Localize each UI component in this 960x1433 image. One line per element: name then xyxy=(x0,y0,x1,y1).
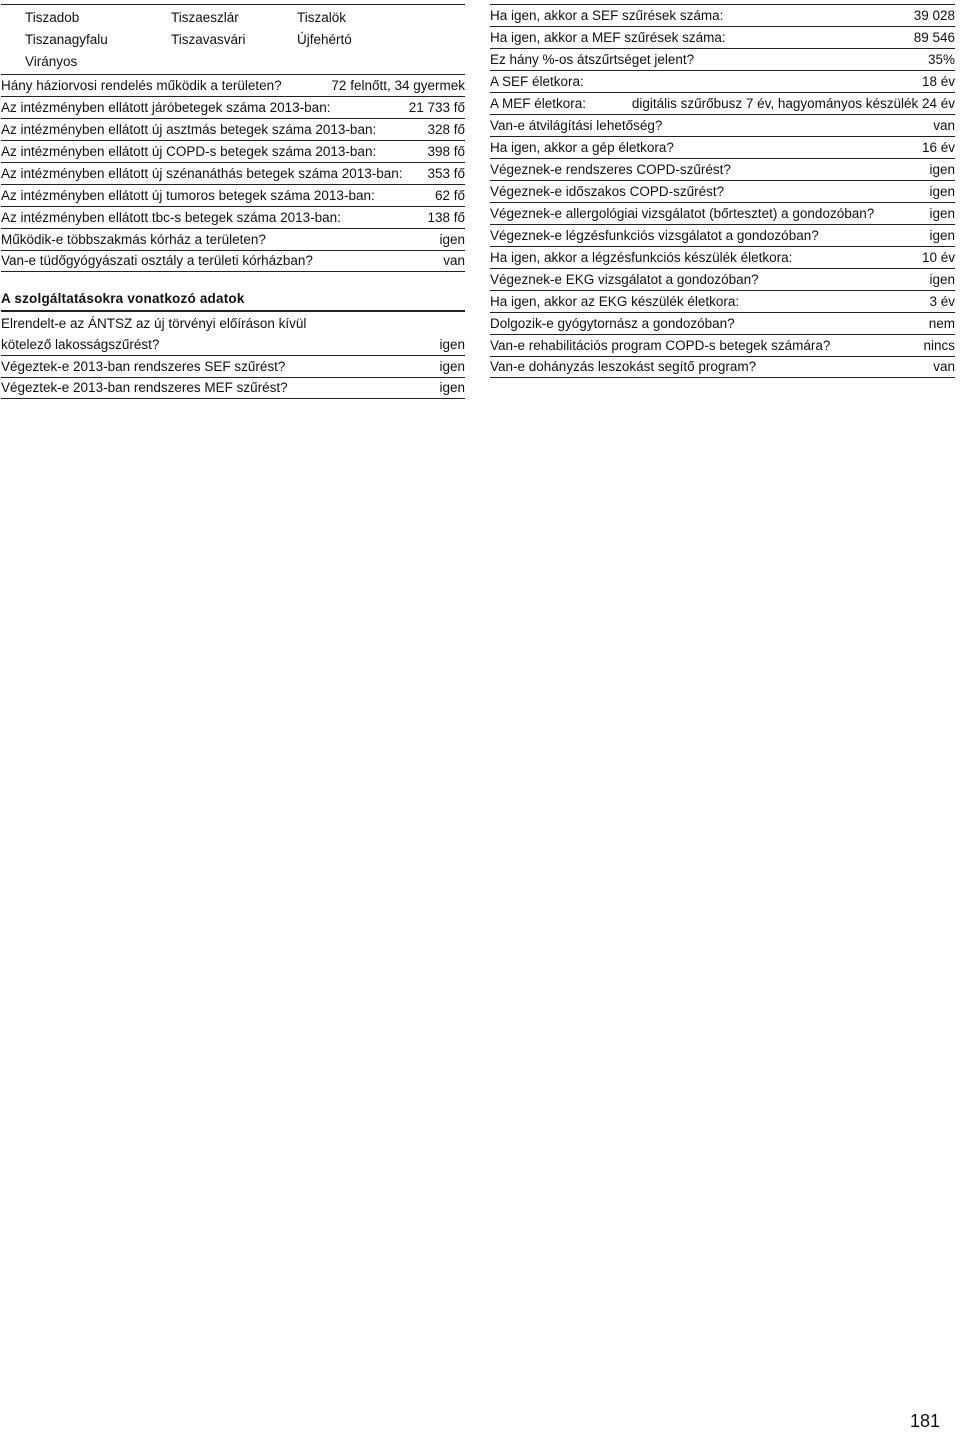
table-row xyxy=(1,355,465,377)
table-row xyxy=(1,162,465,184)
table-row xyxy=(490,136,955,158)
row-label: Végeznek-e légzésfunkciós vizsgálatot a gondozóban? xyxy=(490,228,819,243)
row-label: Ha igen, akkor a gép életkora? xyxy=(490,140,674,155)
town-name: Tiszavasvári xyxy=(171,32,246,47)
table-row xyxy=(490,312,955,334)
row-value: igen xyxy=(929,184,955,199)
row-value: nem xyxy=(928,316,955,331)
left-data-table xyxy=(1,74,465,272)
row-value: van xyxy=(443,253,465,268)
row-label: Az intézményben ellátott új tumoros betegek száma 2013-ban: xyxy=(1,188,375,203)
row-label: Az intézményben ellátott járóbetegek száma 2013-ban: xyxy=(1,100,331,115)
row-value: 62 fő xyxy=(434,188,465,203)
town-name: Virányos xyxy=(25,54,78,69)
table-row xyxy=(490,4,955,26)
town-list xyxy=(1,4,465,74)
table-row xyxy=(490,70,955,92)
table-row xyxy=(490,92,955,114)
row-label: A SEF életkora: xyxy=(490,74,584,89)
town-name: Tiszaeszlár xyxy=(171,10,239,25)
row-label: Az intézményben ellátott új asztmás betegek száma 2013-ban: xyxy=(1,122,377,137)
table-row xyxy=(490,202,955,224)
section-title: A szolgáltatásokra vonatkozó adatok xyxy=(1,288,465,311)
row-label: Dolgozik-e gyógytornász a gondozóban? xyxy=(490,316,735,331)
table-row xyxy=(490,224,955,246)
row-value: 72 felnőtt, 34 gyermek xyxy=(331,78,465,93)
table-row xyxy=(490,48,955,70)
row-value: 18 év xyxy=(921,74,955,89)
town-name: Tiszalök xyxy=(297,10,347,25)
row-value: igen xyxy=(439,232,465,247)
town-row xyxy=(1,30,465,52)
table-row xyxy=(1,96,465,118)
table-row xyxy=(490,26,955,48)
row-value: igen xyxy=(439,359,465,374)
table-row xyxy=(490,334,955,356)
row-label: Végeznek-e rendszeres COPD-szűrést? xyxy=(490,162,731,177)
row-value: 3 év xyxy=(929,294,955,309)
row-value: igen xyxy=(929,206,955,221)
right-column xyxy=(490,4,955,378)
row-label: Végeznek-e EKG vizsgálatot a gondozóban? xyxy=(490,272,759,287)
table-row xyxy=(490,246,955,268)
row-value: 89 546 xyxy=(913,30,955,45)
row-label: Végeznek-e időszakos COPD-szűrést? xyxy=(490,184,725,199)
table-row xyxy=(1,311,465,355)
row-value: 21 733 fő xyxy=(408,100,465,115)
row-label: Ha igen, akkor a MEF szűrések száma: xyxy=(490,30,726,45)
table-row xyxy=(1,228,465,250)
row-label: Hány háziorvosi rendelés működik a területen? xyxy=(1,78,282,93)
row-value: igen xyxy=(439,380,465,395)
table-row xyxy=(1,250,465,272)
page-number: 181 xyxy=(910,1411,941,1431)
row-value: 16 év xyxy=(921,140,955,155)
row-value: igen xyxy=(929,162,955,177)
row-value: 10 év xyxy=(921,250,955,265)
row-label: Van-e átvilágítási lehetőség? xyxy=(490,118,663,133)
town-name: Tiszadob xyxy=(25,10,80,25)
row-value: 138 fő xyxy=(427,210,465,225)
row-label: A MEF életkora: xyxy=(490,96,587,111)
table-row xyxy=(1,118,465,140)
row-label: Van-e rehabilitációs program COPD-s betegek számára? xyxy=(490,338,831,353)
table-row xyxy=(1,140,465,162)
row-value: igen xyxy=(929,228,955,243)
row-value: nincs xyxy=(923,338,955,353)
left-column xyxy=(1,4,465,399)
row-value: igen xyxy=(929,272,955,287)
row-label: Végeztek-e 2013-ban rendszeres MEF szűrést? xyxy=(1,380,288,395)
row-label: Ez hány %-os átszűrtséget jelent? xyxy=(490,52,695,67)
row-label: Végeznek-e allergológiai vizsgálatot (bőrtesztet) a gondozóban? xyxy=(490,206,875,221)
row-value: digitális szűrőbusz 7 év, hagyományos készülék 24 év xyxy=(631,96,955,111)
town-row xyxy=(1,8,465,30)
table-row xyxy=(1,377,465,399)
row-value: 39 028 xyxy=(913,8,955,23)
table-row xyxy=(490,114,955,136)
table-row xyxy=(1,206,465,228)
town-row xyxy=(1,52,465,74)
row-label: kötelező lakosságszűrést? xyxy=(1,337,160,352)
row-value: igen xyxy=(439,337,465,352)
table-row xyxy=(1,74,465,96)
row-label-line: Elrendelt-e az ÁNTSZ az új törvényi előíráson kívül xyxy=(1,316,307,331)
row-value: van xyxy=(933,359,955,374)
row-value: 35% xyxy=(927,52,955,67)
table-row xyxy=(490,290,955,312)
table-row xyxy=(490,356,955,378)
row-label-line-2 xyxy=(1,334,465,355)
right-data-table xyxy=(490,4,955,378)
table-row xyxy=(490,158,955,180)
row-value: 353 fő xyxy=(427,166,465,181)
row-value: 328 fő xyxy=(427,122,465,137)
row-label: Ha igen, akkor a légzésfunkciós készülék életkora: xyxy=(490,250,793,265)
table-row xyxy=(490,268,955,290)
row-label: Van-e tüdőgyógyászati osztály a területi kórházban? xyxy=(1,253,313,268)
row-label: Működik-e többszakmás kórház a területen? xyxy=(1,232,266,247)
row-value: 398 fő xyxy=(427,144,465,159)
town-name: Újfehértó xyxy=(297,32,352,47)
row-label: Végeztek-e 2013-ban rendszeres SEF szűrést? xyxy=(1,359,286,374)
table-row xyxy=(490,180,955,202)
row-label: Ha igen, akkor az EKG készülék életkora: xyxy=(490,294,740,309)
row-value: van xyxy=(933,118,955,133)
row-label: Az intézményben ellátott új COPD-s betegek száma 2013-ban: xyxy=(1,144,377,159)
town-name: Tiszanagyfalu xyxy=(25,32,108,47)
row-label: Az intézményben ellátott új szénanáthás betegek száma 2013-ban: xyxy=(1,166,403,181)
row-label: Ha igen, akkor a SEF szűrések száma: xyxy=(490,8,724,23)
row-label: Van-e dohányzás leszokást segítő program? xyxy=(490,359,757,374)
row-label: Az intézményben ellátott tbc-s betegek száma 2013-ban: xyxy=(1,210,341,225)
table-row xyxy=(1,184,465,206)
services-table xyxy=(1,311,465,399)
